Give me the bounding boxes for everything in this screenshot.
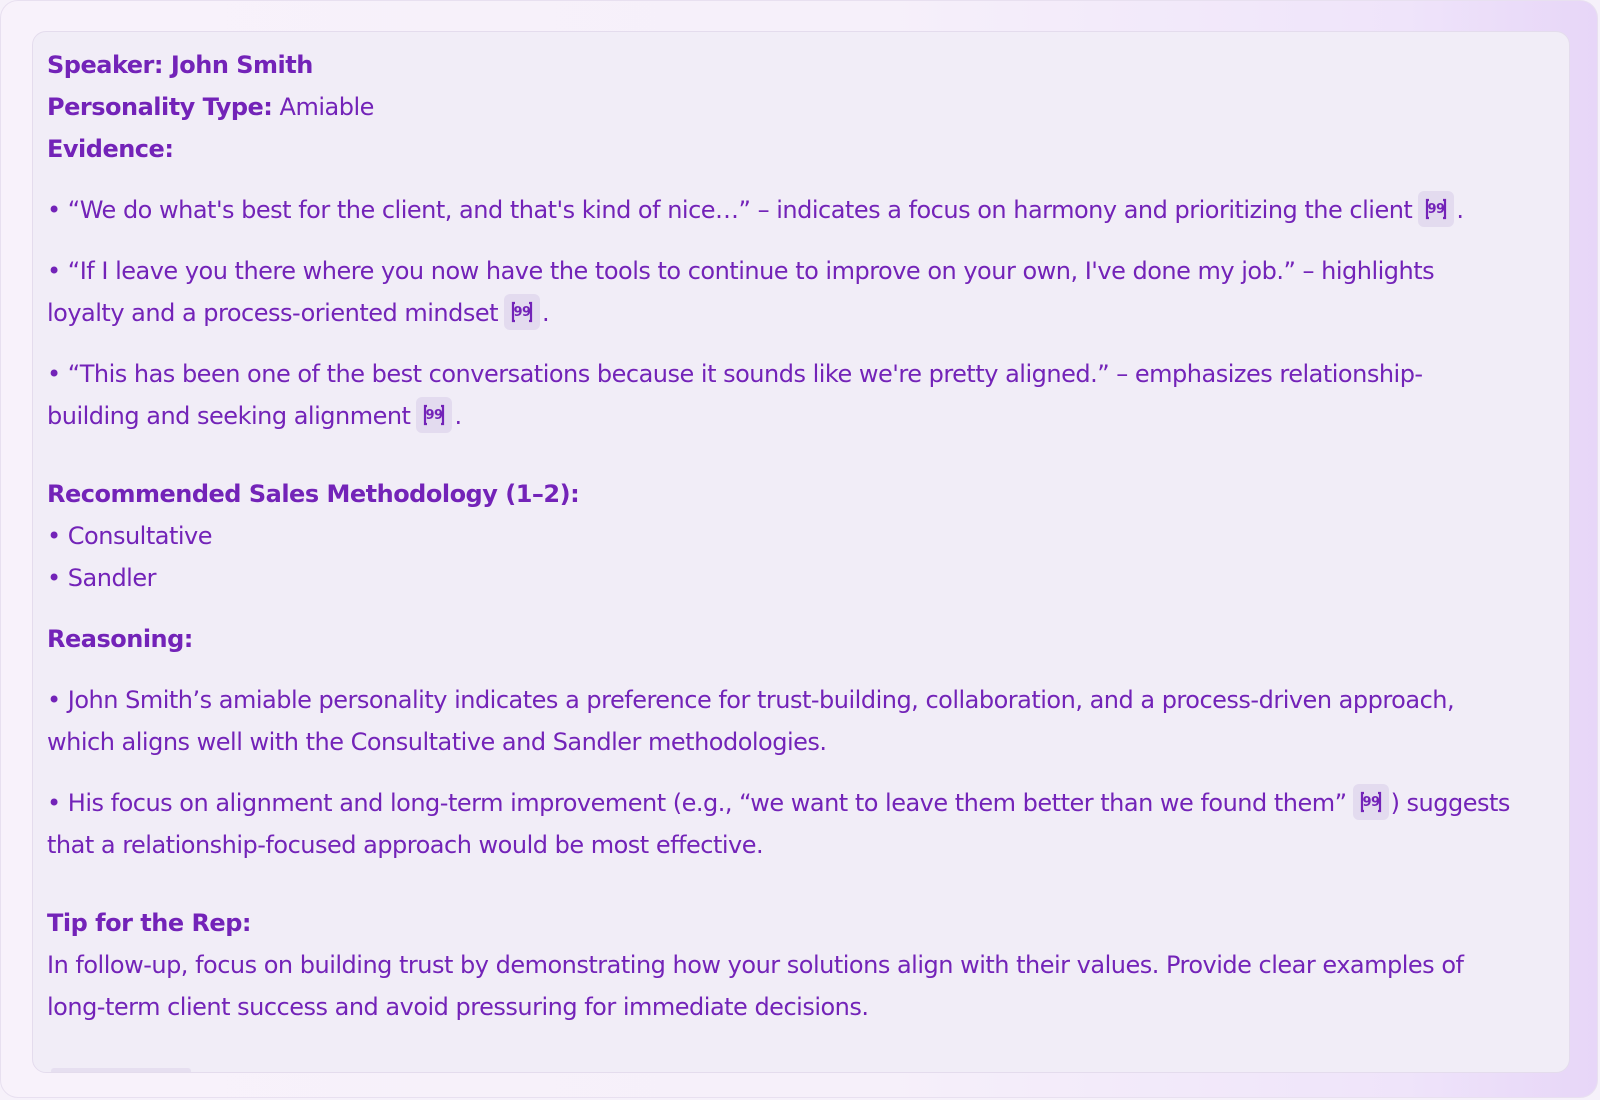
- citation-button[interactable]: [1353, 784, 1389, 820]
- evidence-item-2-line1: • “If I leave you there where you now have the tools to continue to improve on your own, I've done my job.” – highlights: [47, 257, 1435, 285]
- evidence-item-3-line1: • “This has been one of the best conversations because it sounds like we're pretty aligned.” – emphasizes relationship-: [47, 360, 1423, 388]
- svg-text:99: 99: [425, 408, 444, 423]
- speaker-label: Speaker: John Smith: [47, 51, 313, 79]
- svg-text:99: 99: [1362, 795, 1380, 810]
- methodology-item: • Sandler: [47, 564, 156, 592]
- personality-value: Amiable: [279, 93, 374, 121]
- quote-bracket-icon: [510, 300, 534, 324]
- citation-button[interactable]: [416, 397, 452, 433]
- evidence-item-3: [47, 353, 1547, 437]
- evidence-item-3-end: .: [454, 402, 462, 430]
- evidence-item-1: [47, 189, 1547, 231]
- tip-line1: In follow-up, focus on building trust by demonstrating how your solutions align with their values. Provide clear examples of: [47, 951, 1464, 979]
- quote-bracket-icon: [422, 403, 446, 427]
- reasoning-item-1-line1: • John Smith’s amiable personality indicates a preference for trust-building, collaboration, and a process-driven approach,: [47, 686, 1455, 714]
- citation-button[interactable]: [504, 294, 540, 330]
- citation-button[interactable]: [1418, 191, 1454, 227]
- reasoning-item-2-line2: that a relationship-focused approach would be most effective.: [47, 831, 764, 859]
- tip-line2: long-term client success and avoid pressuring for immediate decisions.: [47, 993, 869, 1021]
- evidence-item-2: [47, 250, 1547, 334]
- reasoning-heading: Reasoning:: [47, 625, 193, 653]
- svg-text:99: 99: [1427, 202, 1445, 217]
- reasoning-item-2: [47, 782, 1547, 866]
- personality-row: [47, 86, 1547, 128]
- reasoning-item-1: [47, 679, 1547, 763]
- methodology-heading: Recommended Sales Methodology (1–2):: [47, 480, 580, 508]
- evidence-item-3-line2: building and seeking alignment: [47, 402, 411, 430]
- quote-bracket-icon: [1424, 197, 1448, 221]
- reasoning-item-1-line2: which aligns well with the Consultative and Sandler methodologies.: [47, 728, 827, 756]
- analysis-content: [47, 44, 1547, 1028]
- tip-heading: Tip for the Rep:: [47, 909, 251, 937]
- analysis-card: [32, 31, 1570, 1073]
- evidence-item-2-line2: loyalty and a process-oriented mindset: [47, 299, 499, 327]
- quote-bracket-icon: [1359, 790, 1383, 814]
- scroll-edge: [51, 1068, 191, 1073]
- evidence-item-1-text: • “We do what's best for the client, and that's kind of nice…” – indicates a focus on harmony and prioritizing the client: [47, 196, 1413, 224]
- reasoning-item-2-line1a: • His focus on alignment and long-term improvement (e.g., “we want to leave them better than we found them”: [47, 789, 1347, 817]
- evidence-heading: Evidence:: [47, 135, 174, 163]
- personality-label: Personality Type:: [47, 93, 273, 121]
- evidence-item-1-end: .: [1456, 196, 1464, 224]
- reasoning-item-2-line1b: ) suggests: [1390, 789, 1510, 817]
- evidence-item-2-end: .: [542, 299, 550, 327]
- methodology-item: • Consultative: [47, 522, 212, 550]
- svg-text:99: 99: [513, 305, 531, 320]
